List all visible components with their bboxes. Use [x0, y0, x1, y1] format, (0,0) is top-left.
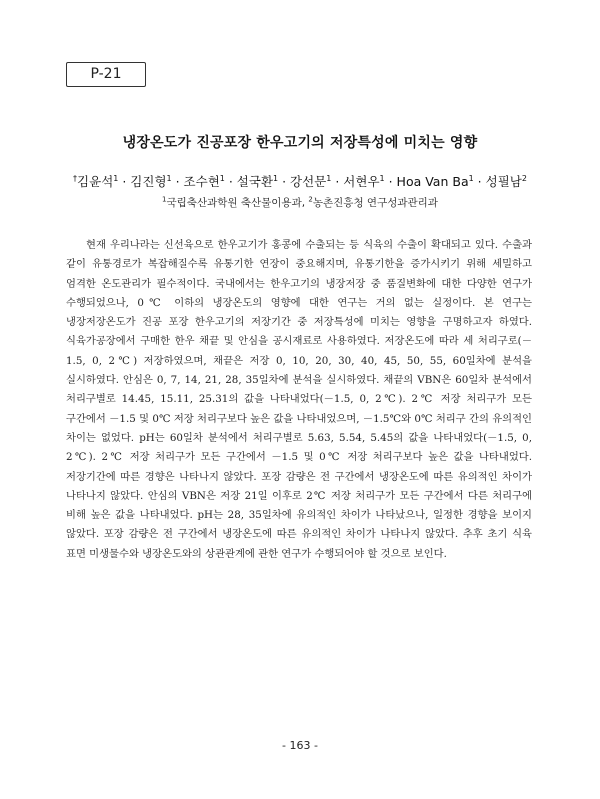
author-separator: · [278, 174, 291, 189]
author-affiliation-mark: 1 [273, 173, 279, 183]
affiliation-list [0, 195, 600, 210]
author-name [73, 174, 118, 189]
author-text: 서현우 [343, 174, 380, 189]
author-text: 조수현 [183, 174, 220, 189]
author-separator: · [118, 174, 131, 189]
affiliation-separator: , [301, 197, 309, 209]
poster-label: P-21 [66, 62, 146, 87]
affiliation-name: 농촌진흥청 연구성과관리과 [312, 197, 438, 209]
author-affiliation-mark: 1 [379, 173, 385, 183]
author-name [397, 174, 474, 189]
page-number: - 163 - [282, 739, 318, 752]
author-affiliation-mark: 1 [326, 173, 332, 183]
corresponding-mark: † [73, 173, 78, 183]
author-separator: · [331, 174, 344, 189]
affiliation-mark: 2 [308, 195, 313, 204]
author-affiliation-mark: 1 [166, 173, 172, 183]
author-name [290, 174, 331, 189]
author-separator: · [384, 174, 397, 189]
author-separator: · [224, 174, 237, 189]
author-name [486, 174, 527, 189]
affiliation-mark: 1 [162, 195, 167, 204]
author-text: 강선문 [290, 174, 327, 189]
author-text: 성필남 [485, 174, 522, 189]
affiliation-name: 국립축산과학원 축산물이용과 [166, 197, 302, 209]
author-name [184, 174, 225, 189]
author-text: Hoa Van Ba [396, 174, 469, 189]
author-text: 김진형 [130, 174, 167, 189]
paper-title: 냉장온도가 진공포장 한우고기의 저장특성에 미치는 영향 [122, 135, 478, 151]
author-name [237, 174, 278, 189]
author-affiliation-mark: 1 [113, 173, 119, 183]
author-affiliation-mark: 1 [468, 173, 474, 183]
author-list [0, 172, 600, 190]
author-separator: · [171, 174, 184, 189]
abstract-body: 현재 우리나라는 신선육으로 한우고기가 홍콩에 수출되는 등 식육의 수출이 확대되고 있다. 수출과 같이 유통경로가 복잡해질수록 유통기한 연장이 중요해지며, 유통기한을 증가시키기 위해 세밀하고 엄격한 온도관리가 필수적이다. 국내에서는 한우고기의 냉장저장 중 품질변화에 대한 다양한 연구가 수행되었으나, 0℃ 이하의 냉장온도의 영향에 대한 연구는 거의 없는 실정이다. 본 연구는 냉장저장온도가 진공 포장 한우고기의 저장기간 중 저장특성에 미치는 영향을 구명하고자 하였다. 식육가공장에서 구매한 한우 채끝 및 안심을 공시재료로 사용하였다. 저장온도에 따라 세 처리구로(－1.5, 0, 2℃) 저장하였으며, 채끝은 저장 0, 10, 20, 30, 40, 45, 50, 55, 60일차에 분석을 실시하였다. 안심은 0, 7, 14, 21, 28, 35일차에 분석을 실시하였다. 채끝의 VBN은 60일차 분석에서 처리구별로 14.45, 15.11, 25.31의 값을 나타내었다(－1.5, 0, 2℃). 2℃ 저장 처리구가 모든 구간에서 －1.5 및 0℃ 저장 처리구보다 높은 값을 나타내었으며, －1.5℃와 0℃ 처리구 간의 유의적인 차이는 없었다. pH는 60일차 분석에서 처리구별로 5.63, 5.54, 5.45의 값을 나타내었다(－1.5, 0, 2℃). 2℃ 저장 처리구가 모든 구간에서 －1.5 및 0℃ 저장 처리구보다 높은 값을 나타내었다. 저장기간에 따른 경향은 나타나지 않았다. 포장 감량은 전 구간에서 냉장온도에 따른 유의적인 차이가 나타나지 않았다. 안심의 VBN은 저장 21일 이후로 2℃ 저장 처리구가 모든 구간에서 다른 처리구에 비해 높은 값을 나타내었다. pH는 28, 35일차에 유의적인 차이가 나타났으나, 일정한 경향을 보이지 않았다. 포장 감량은 전 구간에서 냉장온도에 따른 유의적인 차이가 나타나지 않았다. 추후 초기 식육 표면 미생물수와 냉장온도와의 상관관계에 관한 연구가 수행되어야 할 것으로 보인다. [66, 239, 532, 560]
author-name [130, 174, 171, 189]
author-name [343, 174, 384, 189]
author-affiliation-mark: 1 [219, 173, 225, 183]
author-text: 김윤석 [77, 174, 114, 189]
author-affiliation-mark: 2 [521, 173, 527, 183]
author-text: 설국환 [236, 174, 274, 189]
author-separator: · [473, 174, 486, 189]
